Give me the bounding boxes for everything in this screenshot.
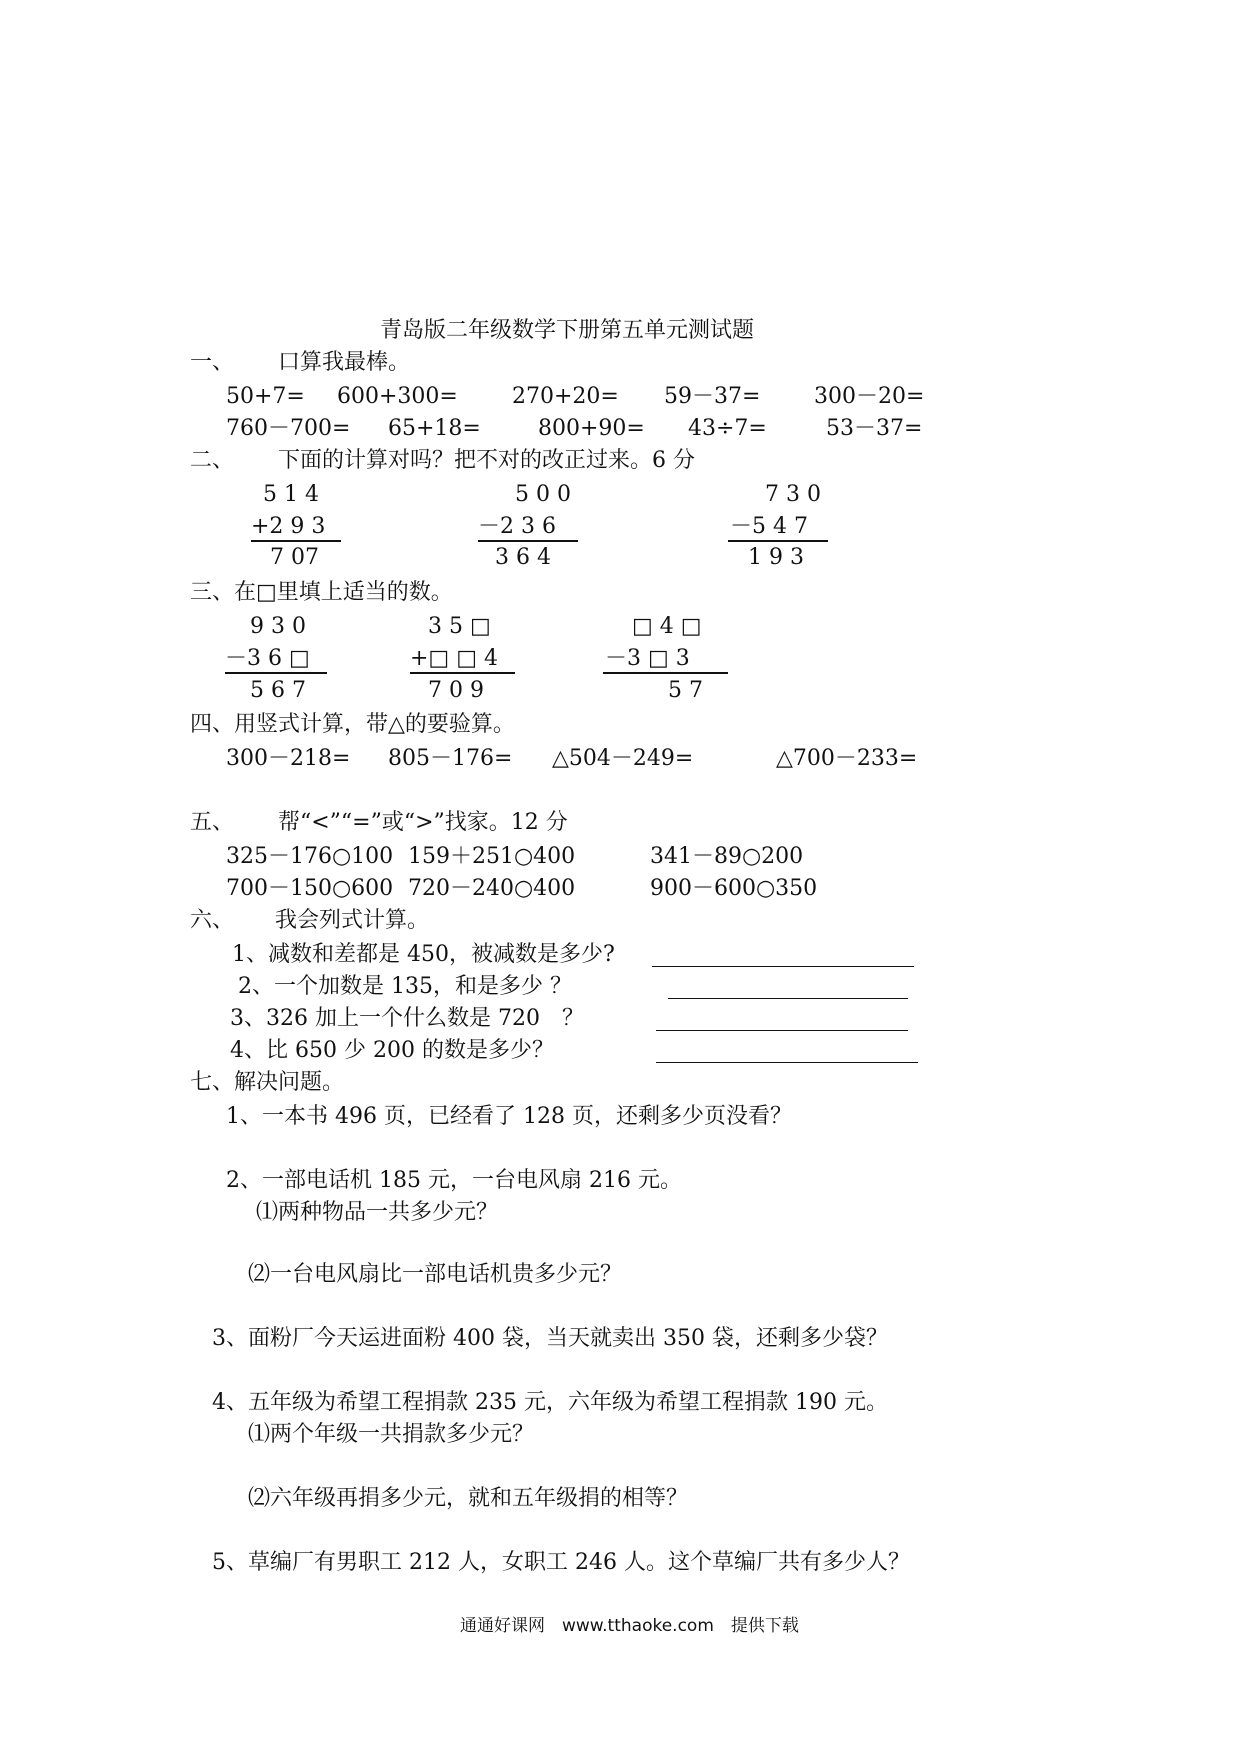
fill-calc-rule <box>410 672 515 674</box>
footer-credit: 通通好课网 www.tthaoke.com 提供下载 <box>460 1616 799 1636</box>
column-calc-item: △700－233= <box>776 746 918 771</box>
vertical-calc-rule <box>728 540 828 542</box>
problem-question: 2、一部电话机 185 元，一台电风扇 216 元。 <box>226 1168 682 1193</box>
problem-question: 1、一本书 496 页，已经看了 128 页，还剩多少页没看？ <box>226 1104 792 1129</box>
section-6-number: 六、 <box>190 908 235 933</box>
vertical-calc-operand: －2 3 6 <box>478 514 556 539</box>
oral-calc-item: 43÷7= <box>688 416 767 441</box>
vertical-calc-operand: －5 4 7 <box>730 514 808 539</box>
section-3-heading: 三、在□里填上适当的数。 <box>190 580 453 605</box>
word-calc-question: 1、减数和差都是 450，被减数是多少? <box>232 942 615 967</box>
fill-calc-result: 5 7 <box>668 678 703 703</box>
column-calc-item: 300－218= <box>226 746 351 771</box>
oral-calc-item: 600+300= <box>337 384 458 409</box>
oral-calc-item: 800+90= <box>538 416 645 441</box>
column-calc-item: △504－249= <box>552 746 694 771</box>
word-calc-question: 4、比 650 少 200 的数是多少？ <box>230 1038 554 1063</box>
vertical-calc-top: 7 3 0 <box>765 482 821 507</box>
compare-item: 900－600○350 <box>650 876 818 901</box>
problem-subquestion: ⑴两种物品一共多少元？ <box>256 1200 499 1225</box>
fill-calc-top: 9 3 0 <box>250 614 306 639</box>
problem-question: 5、草编厂有男职工 212 人，女职工 246 人。这个草编厂共有多少人？ <box>212 1550 910 1575</box>
page-title: 青岛版二年级数学下册第五单元测试题 <box>380 318 755 343</box>
answer-line[interactable] <box>668 998 908 999</box>
vertical-calc-top: 5 0 0 <box>515 482 571 507</box>
vertical-calc-result: 3 6 4 <box>495 545 551 570</box>
fill-calc-result: 5 6 7 <box>250 678 306 703</box>
oral-calc-item: 760－700= <box>226 416 351 441</box>
fill-calc-operand: －3 6 □ <box>225 646 310 671</box>
oral-calc-item: 65+18= <box>388 416 481 441</box>
oral-calc-item: 50+7= <box>226 384 305 409</box>
problem-subquestion: ⑵一台电风扇比一部电话机贵多少元？ <box>248 1262 623 1287</box>
section-5-number: 五、 <box>190 810 235 835</box>
fill-calc-top: 3 5 □ <box>428 614 491 639</box>
compare-item: 720－240○400 <box>408 876 576 901</box>
compare-item: 159＋251○400 <box>408 844 576 869</box>
compare-item: 325－176○100 <box>226 844 394 869</box>
answer-line[interactable] <box>652 966 914 967</box>
column-calc-item: 805－176= <box>388 746 513 771</box>
vertical-calc-rule <box>251 540 341 542</box>
section-4-heading: 四、用竖式计算，带△的要验算。 <box>190 712 515 737</box>
answer-line[interactable] <box>656 1062 918 1063</box>
oral-calc-item: 300－20= <box>814 384 925 409</box>
problem-subquestion: ⑴两个年级一共捐款多少元？ <box>248 1422 535 1447</box>
compare-item: 341－89○200 <box>650 844 804 869</box>
oral-calc-item: 59－37= <box>664 384 761 409</box>
oral-calc-item: 270+20= <box>512 384 619 409</box>
problem-question: 4、五年级为希望工程捐款 235 元，六年级为希望工程捐款 190 元。 <box>212 1390 888 1415</box>
problem-subquestion: ⑵六年级再捐多少元，就和五年级捐的相等？ <box>248 1486 689 1511</box>
fill-calc-rule <box>603 672 728 674</box>
vertical-calc-operand: +2 9 3 <box>251 514 326 539</box>
fill-calc-rule <box>225 672 327 674</box>
section-2-heading: 下面的计算对吗？把不对的改正过来。6 分 <box>278 448 695 473</box>
section-1-number: 一、 <box>190 350 235 375</box>
fill-calc-top: □ 4 □ <box>632 614 702 639</box>
vertical-calc-top: 5 1 4 <box>263 482 319 507</box>
word-calc-question: 3、326 加上一个什么数是 720 ？ <box>230 1006 584 1031</box>
vertical-calc-rule <box>478 540 578 542</box>
word-calc-question: 2、一个加数是 135，和是多少 ？ <box>238 974 572 999</box>
section-5-heading: 帮“<”“=”或“>”找家。12 分 <box>278 810 568 835</box>
compare-item: 700－150○600 <box>226 876 394 901</box>
fill-calc-operand: －3 □ 3 <box>605 646 690 671</box>
section-2-number: 二、 <box>190 448 235 473</box>
oral-calc-item: 53－37= <box>826 416 923 441</box>
section-7-heading: 七、解决问题。 <box>190 1070 345 1095</box>
section-6-heading: 我会列式计算。 <box>275 908 430 933</box>
answer-line[interactable] <box>656 1030 908 1031</box>
fill-calc-operand: +□ □ 4 <box>410 646 498 671</box>
vertical-calc-result: 7 07 <box>270 545 319 570</box>
problem-question: 3、面粉厂今天运进面粉 400 袋，当天就卖出 350 袋，还剩多少袋？ <box>212 1326 888 1351</box>
section-1-heading: 口算我最棒。 <box>278 350 411 375</box>
fill-calc-result: 7 0 9 <box>428 678 484 703</box>
vertical-calc-result: 1 9 3 <box>748 545 804 570</box>
